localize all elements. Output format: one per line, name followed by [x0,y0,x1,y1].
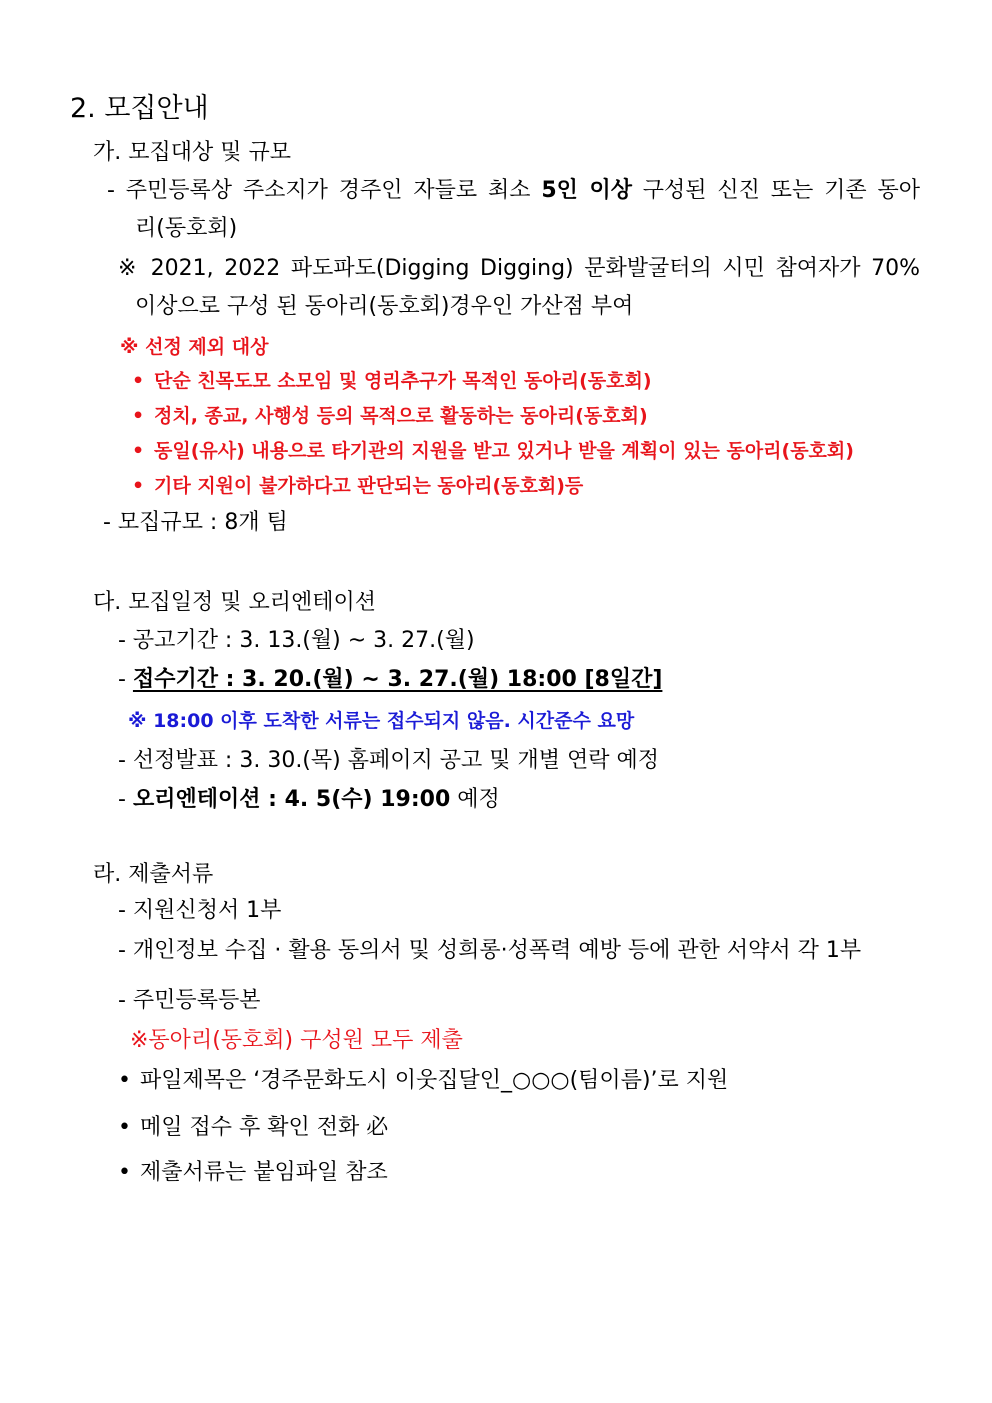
orientation: - 오리엔테이션 : 4. 5(수) 19:00 예정 [118,787,500,812]
receipt-note: ※ 18:00 이후 도착한 서류는 접수되지 않음. 시간준수 요망 [128,710,635,732]
exclusion-item: • 동일(유사) 내용으로 타기관의 지원을 받고 있거나 받을 계획이 있는 동아리(동호회) [132,436,854,466]
doc-item: - 개인정보 수집 · 활용 동의서 및 성희롱·성폭력 예방 등에 관한 서약서 각 1부 [118,938,862,963]
bonus-note-cont: 이상으로 구성 된 동아리(동호회)경우인 가산점 부여 [135,294,634,319]
bullet-icon: • [132,475,145,497]
bullet-item: • 제출서류는 붙임파일 참조 [118,1158,388,1188]
bullet-icon: • [118,1160,131,1185]
heading-documents: 라. 제출서류 [93,862,214,887]
heading-recruit-target: 가. 모집대상 및 규모 [93,140,291,165]
doc-item: - 주민등록등본 [118,988,261,1013]
target-description: - 주민등록상 주소지가 경주인 자들로 최소 5인 이상 구성된 신진 또는 기존 동아 [107,178,920,203]
member-note: ※동아리(동호회) 구성원 모두 제출 [130,1028,463,1053]
bullet-icon: • [118,1115,131,1140]
bullet-icon: • [132,440,145,462]
bullet-icon: • [132,405,145,427]
selection-announce: - 선정발표 : 3. 30.(목) 홈페이지 공고 및 개별 연락 예정 [118,748,659,773]
recruit-scale: - 모집규모 : 8개 팀 [103,510,288,535]
doc-item: - 지원신청서 1부 [118,898,282,923]
exclusion-title: ※ 선정 제외 대상 [120,336,269,358]
receipt-period: - 접수기간 : 3. 20.(월) ~ 3. 27.(월) 18:00 [8일간] [118,667,663,692]
notice-period: - 공고기간 : 3. 13.(월) ~ 3. 27.(월) [118,628,475,653]
bullet-item: • 파일제목은 ‘경주문화도시 이웃집달인_○○○(팀이름)’로 지원 [118,1066,728,1096]
target-description-cont: 리(동호회) [135,216,238,241]
section-title: 2. 모집안내 [70,93,209,124]
bullet-icon: • [132,370,145,392]
exclusion-item: • 단순 친목도모 소모임 및 영리추구가 목적인 동아리(동호회) [132,366,652,396]
bullet-icon: • [118,1068,131,1093]
bonus-note: ※ 2021, 2022 파도파도(Digging Digging) 문화발굴터의 시민 참여자가 70% [118,256,920,281]
exclusion-item: • 기타 지원이 불가하다고 판단되는 동아리(동호회)등 [132,471,583,501]
heading-schedule: 다. 모집일정 및 오리엔테이션 [93,590,376,615]
bullet-item: • 메일 접수 후 확인 전화 必 [118,1113,388,1143]
exclusion-item: • 정치, 종교, 사행성 등의 목적으로 활동하는 동아리(동호회) [132,401,648,431]
